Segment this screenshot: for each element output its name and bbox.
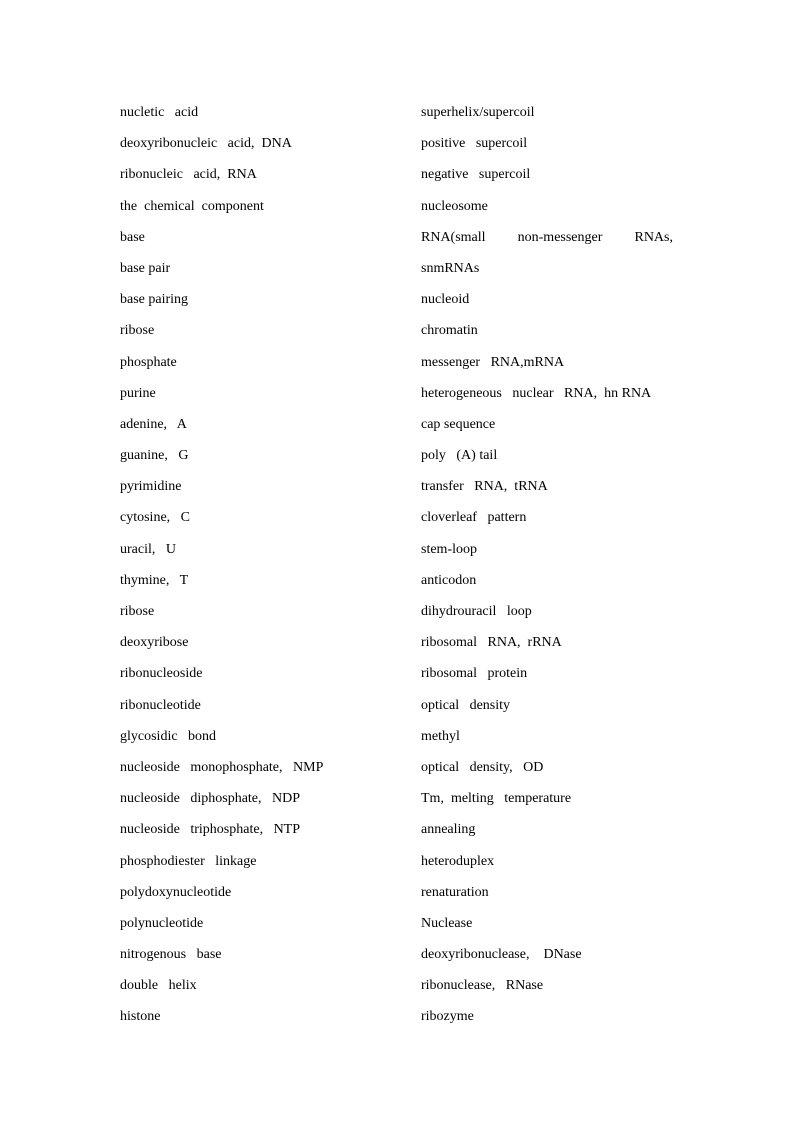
term-line: glycosidic bond <box>120 728 217 744</box>
term-line: snmRNAs <box>421 260 480 276</box>
justified-word: non-messenger <box>517 229 603 245</box>
term-line: transfer RNA, tRNA <box>421 479 548 495</box>
term-line: ribonuclease, RNase <box>421 978 544 994</box>
term-line: nucletic acid <box>120 105 199 120</box>
term-line: superhelix/supercoil <box>421 105 535 120</box>
term-line: ribonucleotide <box>120 697 201 713</box>
term-line: histone <box>120 1009 161 1025</box>
term-line: stem-loop <box>421 541 477 557</box>
term-line: guanine, G <box>120 448 189 464</box>
term-line: ribosomal protein <box>421 666 528 682</box>
term-line: poly (A) tail <box>421 448 498 464</box>
term-line: phosphodiester linkage <box>120 853 257 869</box>
term-line: uracil, U <box>120 541 176 557</box>
term-line: nitrogenous base <box>120 947 222 963</box>
term-line: ribonucleoside <box>120 666 203 682</box>
term-line: polydoxynucleotide <box>120 884 232 900</box>
term-line: base <box>120 229 145 245</box>
term-line: ribozyme <box>421 1009 474 1025</box>
term-line: nucleoside triphosphate, NTP <box>120 822 301 838</box>
term-line: the chemical component <box>120 198 264 214</box>
term-line: cap sequence <box>421 416 496 432</box>
term-line: base pairing <box>120 292 189 308</box>
term-line: nucleoid <box>421 292 470 308</box>
term-line: ribose <box>120 323 155 339</box>
term-line: cytosine, C <box>120 510 190 526</box>
term-line: Nuclease <box>421 915 473 931</box>
term-line: heterogeneous nuclear RNA, hn RNA <box>421 385 652 401</box>
term-line: phosphate <box>120 354 177 370</box>
term-line: heteroduplex <box>421 853 495 869</box>
term-line: deoxyribose <box>120 635 189 651</box>
term-line: optical density <box>421 697 511 713</box>
term-line: adenine, A <box>120 416 187 432</box>
term-line: purine <box>120 385 156 401</box>
term-line: base pair <box>120 260 171 276</box>
right-term-column <box>421 103 683 1039</box>
term-line: ribonucleic acid, RNA <box>120 167 257 183</box>
left-term-column <box>120 103 400 1039</box>
term-line: Tm, melting temperature <box>421 791 572 807</box>
term-line: deoxyribonuclease, DNase <box>421 947 582 963</box>
term-line: messenger RNA,mRNA <box>421 354 565 370</box>
term-line: methyl <box>421 728 460 744</box>
term-line: annealing <box>421 822 476 838</box>
term-line: deoxyribonucleic acid, DNA <box>120 136 292 152</box>
term-line: optical density, OD <box>421 759 544 775</box>
term-line: positive supercoil <box>421 136 528 152</box>
term-line: polynucleotide <box>120 915 204 931</box>
term-line: pyrimidine <box>120 479 182 495</box>
term-line-justified <box>421 228 673 259</box>
term-line: anticodon <box>421 572 477 588</box>
term-line: negative supercoil <box>421 167 531 183</box>
term-line: chromatin <box>421 323 478 339</box>
term-line: nucleosome <box>421 198 488 214</box>
justified-word: RNA(small <box>421 229 486 245</box>
term-line: ribosomal RNA, rRNA <box>421 635 562 651</box>
term-line: ribose <box>120 604 155 619</box>
term-line: cloverleaf pattern <box>421 510 527 526</box>
term-line: nucleoside diphosphate, NDP <box>120 791 301 807</box>
justified-word: RNAs, <box>634 229 673 245</box>
term-line: nucleoside monophosphate, NMP <box>120 759 324 775</box>
term-line: thymine, T <box>120 572 189 588</box>
term-line: dihydrouracil loop <box>421 604 532 619</box>
term-line: renaturation <box>421 884 489 900</box>
term-line: double helix <box>120 978 197 994</box>
